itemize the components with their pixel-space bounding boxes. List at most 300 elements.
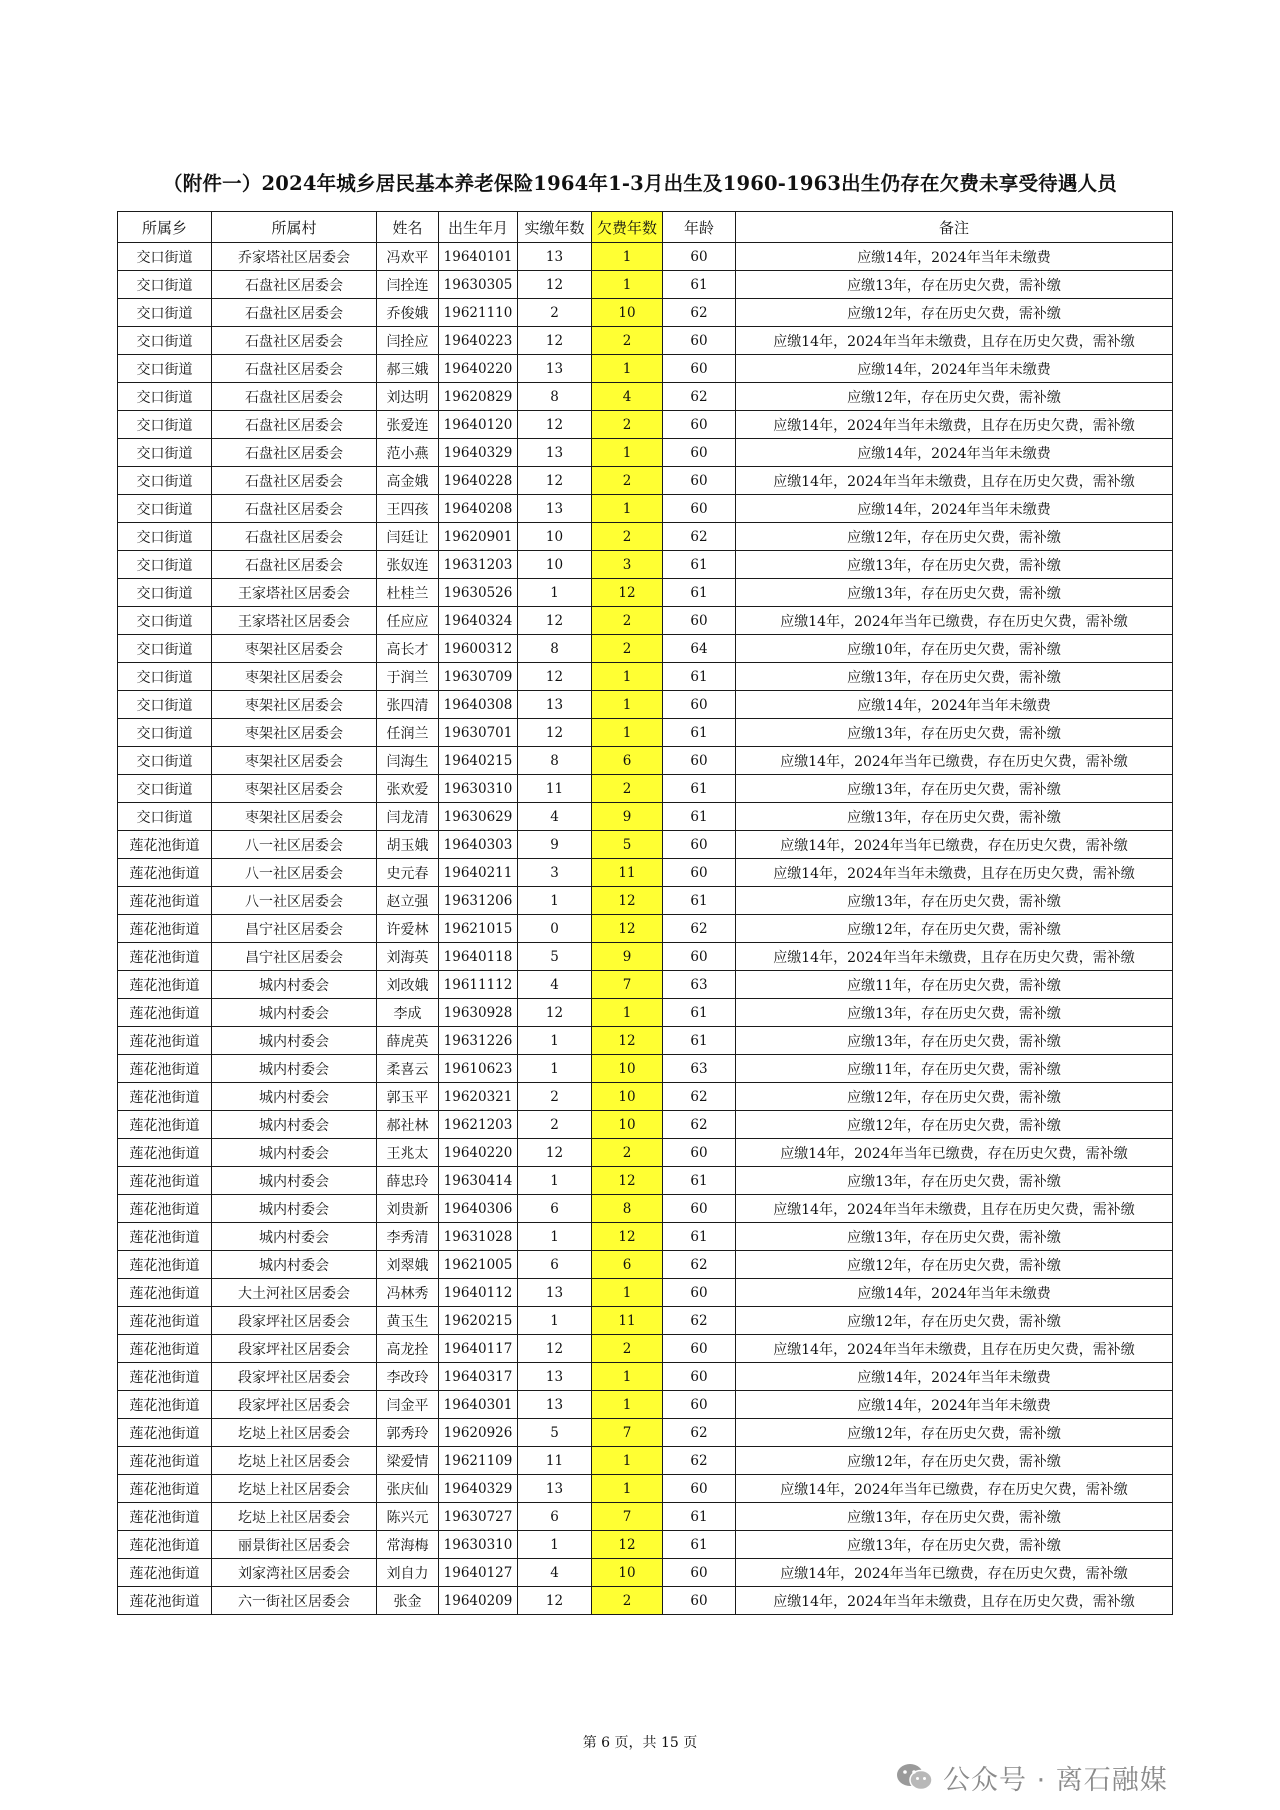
cell-township: 交口街道 <box>118 747 212 775</box>
table-row <box>118 243 1173 271</box>
cell-remarks: 应缴14年，2024年当年未缴费 <box>736 1363 1173 1391</box>
cell-remarks: 应缴14年，2024年当年未缴费 <box>736 1391 1173 1419</box>
data-table <box>117 211 1173 1615</box>
cell-remarks: 应缴14年，2024年当年已缴费，存在历史欠费，需补缴 <box>736 831 1173 859</box>
cell-village: 段家坪社区居委会 <box>212 1307 377 1335</box>
cell-birth-date: 19640324 <box>439 607 518 635</box>
cell-years-owed: 4 <box>592 383 663 411</box>
cell-years-owed: 1 <box>592 439 663 467</box>
cell-birth-date: 19620926 <box>439 1419 518 1447</box>
cell-age: 60 <box>663 243 736 271</box>
cell-years-owed: 1 <box>592 999 663 1027</box>
cell-remarks: 应缴14年，2024年当年已缴费，存在历史欠费，需补缴 <box>736 1475 1173 1503</box>
page-title: （附件一）2024年城乡居民基本养老保险1964年1-3月出生及1960-1963出生仍存在欠费未享受待遇人员 <box>163 172 1117 195</box>
cell-name: 刘改娥 <box>377 971 439 999</box>
table-row <box>118 719 1173 747</box>
cell-birth-date: 19631206 <box>439 887 518 915</box>
cell-township: 莲花池街道 <box>118 1279 212 1307</box>
cell-village: 城内村委会 <box>212 1027 377 1055</box>
cell-township: 莲花池街道 <box>118 943 212 971</box>
cell-remarks: 应缴11年，存在历史欠费，需补缴 <box>736 971 1173 999</box>
cell-birth-date: 19640215 <box>439 747 518 775</box>
cell-years-paid: 13 <box>518 691 592 719</box>
cell-name: 黄玉生 <box>377 1307 439 1335</box>
cell-years-paid: 12 <box>518 1139 592 1167</box>
cell-birth-date: 19640303 <box>439 831 518 859</box>
table-row <box>118 439 1173 467</box>
cell-years-owed: 5 <box>592 831 663 859</box>
cell-village: 八一社区居委会 <box>212 887 377 915</box>
cell-name: 张庆仙 <box>377 1475 439 1503</box>
cell-age: 60 <box>663 1559 736 1587</box>
table-body <box>118 243 1173 1615</box>
cell-birth-date: 19631203 <box>439 551 518 579</box>
cell-name: 刘贵新 <box>377 1195 439 1223</box>
cell-township: 莲花池街道 <box>118 1251 212 1279</box>
cell-remarks: 应缴13年，存在历史欠费，需补缴 <box>736 1503 1173 1531</box>
table-row <box>118 831 1173 859</box>
cell-remarks: 应缴12年，存在历史欠费，需补缴 <box>736 299 1173 327</box>
cell-village: 城内村委会 <box>212 1139 377 1167</box>
cell-years-paid: 4 <box>518 1559 592 1587</box>
cell-village: 石盘社区居委会 <box>212 355 377 383</box>
table-row <box>118 1475 1173 1503</box>
cell-age: 60 <box>663 1139 736 1167</box>
cell-village: 城内村委会 <box>212 1195 377 1223</box>
cell-birth-date: 19630310 <box>439 1531 518 1559</box>
table-header-row <box>118 212 1173 243</box>
cell-township: 莲花池街道 <box>118 1027 212 1055</box>
cell-remarks: 应缴13年，存在历史欠费，需补缴 <box>736 579 1173 607</box>
cell-township: 交口街道 <box>118 243 212 271</box>
cell-birth-date: 19640112 <box>439 1279 518 1307</box>
cell-years-owed: 12 <box>592 1167 663 1195</box>
cell-remarks: 应缴12年，存在历史欠费，需补缴 <box>736 1251 1173 1279</box>
cell-township: 交口街道 <box>118 327 212 355</box>
table-row <box>118 1335 1173 1363</box>
cell-township: 莲花池街道 <box>118 1083 212 1111</box>
cell-township: 莲花池街道 <box>118 1419 212 1447</box>
cell-township: 交口街道 <box>118 299 212 327</box>
cell-township: 莲花池街道 <box>118 971 212 999</box>
table-row <box>118 999 1173 1027</box>
cell-years-owed: 7 <box>592 971 663 999</box>
cell-township: 莲花池街道 <box>118 1559 212 1587</box>
cell-years-paid: 11 <box>518 1447 592 1475</box>
cell-village: 石盘社区居委会 <box>212 467 377 495</box>
cell-age: 61 <box>663 1223 736 1251</box>
page-footer: 第 6 页，共 15 页 <box>582 1735 698 1751</box>
cell-village: 石盘社区居委会 <box>212 299 377 327</box>
cell-remarks: 应缴14年，2024年当年未缴费，且存在历史欠费，需补缴 <box>736 327 1173 355</box>
cell-township: 交口街道 <box>118 803 212 831</box>
cell-name: 高龙拴 <box>377 1335 439 1363</box>
cell-age: 62 <box>663 1251 736 1279</box>
cell-birth-date: 19630526 <box>439 579 518 607</box>
cell-remarks: 应缴13年，存在历史欠费，需补缴 <box>736 1223 1173 1251</box>
table-row <box>118 859 1173 887</box>
table-row <box>118 467 1173 495</box>
cell-name: 郝社林 <box>377 1111 439 1139</box>
cell-years-paid: 12 <box>518 411 592 439</box>
cell-remarks: 应缴14年，2024年当年已缴费，存在历史欠费，需补缴 <box>736 1559 1173 1587</box>
header-name: 姓名 <box>377 212 439 243</box>
table-row <box>118 579 1173 607</box>
cell-township: 交口街道 <box>118 523 212 551</box>
cell-remarks: 应缴13年，存在历史欠费，需补缴 <box>736 271 1173 299</box>
cell-birth-date: 19630727 <box>439 1503 518 1531</box>
table-row <box>118 691 1173 719</box>
cell-village: 石盘社区居委会 <box>212 327 377 355</box>
cell-years-owed: 1 <box>592 1279 663 1307</box>
cell-name: 闫廷让 <box>377 523 439 551</box>
cell-remarks: 应缴14年，2024年当年未缴费，且存在历史欠费，需补缴 <box>736 467 1173 495</box>
cell-village: 城内村委会 <box>212 1167 377 1195</box>
cell-years-paid: 13 <box>518 243 592 271</box>
cell-name: 李秀清 <box>377 1223 439 1251</box>
cell-years-owed: 11 <box>592 1307 663 1335</box>
table-row <box>118 747 1173 775</box>
cell-township: 交口街道 <box>118 691 212 719</box>
cell-years-owed: 2 <box>592 467 663 495</box>
cell-age: 60 <box>663 355 736 383</box>
cell-years-paid: 11 <box>518 775 592 803</box>
cell-years-owed: 11 <box>592 859 663 887</box>
cell-remarks: 应缴12年，存在历史欠费，需补缴 <box>736 1419 1173 1447</box>
cell-years-paid: 12 <box>518 467 592 495</box>
cell-township: 莲花池街道 <box>118 1167 212 1195</box>
cell-name: 高金娥 <box>377 467 439 495</box>
cell-age: 61 <box>663 663 736 691</box>
cell-birth-date: 19620215 <box>439 1307 518 1335</box>
cell-remarks: 应缴14年，2024年当年未缴费 <box>736 243 1173 271</box>
table-row <box>118 971 1173 999</box>
cell-birth-date: 19631028 <box>439 1223 518 1251</box>
cell-years-paid: 4 <box>518 803 592 831</box>
cell-years-owed: 12 <box>592 579 663 607</box>
cell-township: 交口街道 <box>118 439 212 467</box>
cell-remarks: 应缴14年，2024年当年未缴费 <box>736 495 1173 523</box>
wechat-icon <box>895 1762 935 1792</box>
cell-township: 交口街道 <box>118 579 212 607</box>
cell-years-paid: 13 <box>518 439 592 467</box>
cell-birth-date: 19640118 <box>439 943 518 971</box>
table-row <box>118 1251 1173 1279</box>
cell-years-owed: 2 <box>592 1139 663 1167</box>
cell-years-paid: 10 <box>518 551 592 579</box>
cell-name: 任润兰 <box>377 719 439 747</box>
cell-village: 石盘社区居委会 <box>212 383 377 411</box>
table-row <box>118 383 1173 411</box>
cell-years-owed: 1 <box>592 1475 663 1503</box>
cell-birth-date: 19621015 <box>439 915 518 943</box>
table-row <box>118 1587 1173 1615</box>
watermark-text: 公众号 · 离石融媒 <box>943 1764 1168 1796</box>
cell-years-paid: 12 <box>518 663 592 691</box>
cell-village: 石盘社区居委会 <box>212 411 377 439</box>
cell-remarks: 应缴13年，存在历史欠费，需补缴 <box>736 719 1173 747</box>
cell-village: 枣架社区居委会 <box>212 775 377 803</box>
cell-remarks: 应缴14年，2024年当年未缴费，且存在历史欠费，需补缴 <box>736 1335 1173 1363</box>
cell-birth-date: 19640223 <box>439 327 518 355</box>
cell-birth-date: 19631226 <box>439 1027 518 1055</box>
cell-village: 石盘社区居委会 <box>212 523 377 551</box>
cell-village: 段家坪社区居委会 <box>212 1335 377 1363</box>
cell-birth-date: 19621203 <box>439 1111 518 1139</box>
cell-township: 交口街道 <box>118 719 212 747</box>
table-row <box>118 1363 1173 1391</box>
cell-years-paid: 1 <box>518 1531 592 1559</box>
table-row <box>118 1083 1173 1111</box>
cell-township: 莲花池街道 <box>118 999 212 1027</box>
cell-remarks: 应缴12年，存在历史欠费，需补缴 <box>736 383 1173 411</box>
cell-name: 王兆太 <box>377 1139 439 1167</box>
cell-birth-date: 19630629 <box>439 803 518 831</box>
cell-remarks: 应缴14年，2024年当年已缴费，存在历史欠费，需补缴 <box>736 1139 1173 1167</box>
cell-village: 段家坪社区居委会 <box>212 1391 377 1419</box>
cell-years-owed: 12 <box>592 1223 663 1251</box>
cell-years-owed: 10 <box>592 299 663 327</box>
cell-years-owed: 12 <box>592 915 663 943</box>
cell-township: 莲花池街道 <box>118 1195 212 1223</box>
cell-township: 莲花池街道 <box>118 831 212 859</box>
cell-years-paid: 2 <box>518 299 592 327</box>
cell-age: 61 <box>663 803 736 831</box>
cell-birth-date: 19640208 <box>439 495 518 523</box>
cell-village: 刘家湾社区居委会 <box>212 1559 377 1587</box>
table-row <box>118 523 1173 551</box>
cell-township: 莲花池街道 <box>118 859 212 887</box>
cell-age: 63 <box>663 971 736 999</box>
cell-birth-date: 19621109 <box>439 1447 518 1475</box>
cell-village: 枣架社区居委会 <box>212 803 377 831</box>
cell-township: 交口街道 <box>118 775 212 803</box>
cell-age: 61 <box>663 551 736 579</box>
cell-township: 交口街道 <box>118 383 212 411</box>
cell-township: 交口街道 <box>118 271 212 299</box>
cell-years-paid: 5 <box>518 943 592 971</box>
table-row <box>118 1111 1173 1139</box>
cell-remarks: 应缴14年，2024年当年未缴费，且存在历史欠费，需补缴 <box>736 1587 1173 1615</box>
cell-remarks: 应缴13年，存在历史欠费，需补缴 <box>736 999 1173 1027</box>
cell-birth-date: 19640228 <box>439 467 518 495</box>
watermark <box>895 1755 1168 1799</box>
cell-name: 高长才 <box>377 635 439 663</box>
cell-remarks: 应缴13年，存在历史欠费，需补缴 <box>736 1531 1173 1559</box>
cell-remarks: 应缴13年，存在历史欠费，需补缴 <box>736 1167 1173 1195</box>
cell-village: 枣架社区居委会 <box>212 635 377 663</box>
cell-name: 闫海生 <box>377 747 439 775</box>
cell-years-owed: 2 <box>592 523 663 551</box>
cell-birth-date: 19640317 <box>439 1363 518 1391</box>
cell-years-paid: 1 <box>518 1167 592 1195</box>
cell-years-paid: 8 <box>518 383 592 411</box>
table-row <box>118 1447 1173 1475</box>
cell-birth-date: 19640209 <box>439 1587 518 1615</box>
cell-birth-date: 19630305 <box>439 271 518 299</box>
cell-years-paid: 4 <box>518 971 592 999</box>
cell-years-paid: 0 <box>518 915 592 943</box>
cell-village: 王家塔社区居委会 <box>212 579 377 607</box>
cell-village: 城内村委会 <box>212 999 377 1027</box>
cell-age: 62 <box>663 1419 736 1447</box>
cell-years-paid: 1 <box>518 1027 592 1055</box>
cell-years-owed: 9 <box>592 803 663 831</box>
cell-name: 冯欢平 <box>377 243 439 271</box>
cell-years-owed: 1 <box>592 1447 663 1475</box>
cell-years-owed: 2 <box>592 635 663 663</box>
header-years-owed: 欠费年数 <box>592 212 663 243</box>
cell-years-owed: 1 <box>592 243 663 271</box>
cell-years-paid: 8 <box>518 747 592 775</box>
cell-name: 刘海英 <box>377 943 439 971</box>
table-row <box>118 1279 1173 1307</box>
cell-years-paid: 12 <box>518 999 592 1027</box>
cell-remarks: 应缴14年，2024年当年未缴费 <box>736 439 1173 467</box>
cell-age: 60 <box>663 327 736 355</box>
cell-birth-date: 19630709 <box>439 663 518 691</box>
cell-remarks: 应缴13年，存在历史欠费，需补缴 <box>736 663 1173 691</box>
cell-age: 61 <box>663 775 736 803</box>
table-row <box>118 1391 1173 1419</box>
cell-years-paid: 2 <box>518 1111 592 1139</box>
cell-name: 闫龙清 <box>377 803 439 831</box>
cell-age: 60 <box>663 1279 736 1307</box>
table-row <box>118 1055 1173 1083</box>
cell-years-paid: 13 <box>518 1475 592 1503</box>
table-row <box>118 355 1173 383</box>
cell-years-paid: 3 <box>518 859 592 887</box>
table-row <box>118 1559 1173 1587</box>
cell-birth-date: 19640220 <box>439 355 518 383</box>
cell-years-owed: 10 <box>592 1559 663 1587</box>
cell-years-paid: 12 <box>518 607 592 635</box>
table-row <box>118 551 1173 579</box>
table-row <box>118 1531 1173 1559</box>
table-row <box>118 299 1173 327</box>
cell-township: 交口街道 <box>118 635 212 663</box>
cell-years-owed: 2 <box>592 607 663 635</box>
cell-birth-date: 19630414 <box>439 1167 518 1195</box>
cell-remarks: 应缴10年，存在历史欠费，需补缴 <box>736 635 1173 663</box>
cell-years-paid: 12 <box>518 327 592 355</box>
cell-remarks: 应缴14年，2024年当年已缴费，存在历史欠费，需补缴 <box>736 747 1173 775</box>
cell-age: 60 <box>663 1475 736 1503</box>
cell-name: 郭秀玲 <box>377 1419 439 1447</box>
cell-years-paid: 1 <box>518 1055 592 1083</box>
cell-birth-date: 19621005 <box>439 1251 518 1279</box>
cell-name: 闫拴应 <box>377 327 439 355</box>
cell-name: 闫拴连 <box>377 271 439 299</box>
cell-years-paid: 10 <box>518 523 592 551</box>
cell-remarks: 应缴13年，存在历史欠费，需补缴 <box>736 1027 1173 1055</box>
cell-name: 张奴连 <box>377 551 439 579</box>
cell-remarks: 应缴12年，存在历史欠费，需补缴 <box>736 523 1173 551</box>
cell-village: 城内村委会 <box>212 1251 377 1279</box>
cell-years-owed: 6 <box>592 1251 663 1279</box>
cell-birth-date: 19640101 <box>439 243 518 271</box>
table-row <box>118 887 1173 915</box>
cell-age: 61 <box>663 719 736 747</box>
cell-name: 常海梅 <box>377 1531 439 1559</box>
cell-name: 闫金平 <box>377 1391 439 1419</box>
cell-age: 61 <box>663 1503 736 1531</box>
cell-years-owed: 2 <box>592 327 663 355</box>
cell-age: 61 <box>663 999 736 1027</box>
cell-years-owed: 12 <box>592 887 663 915</box>
cell-township: 交口街道 <box>118 495 212 523</box>
cell-birth-date: 19620901 <box>439 523 518 551</box>
cell-years-paid: 1 <box>518 1307 592 1335</box>
cell-village: 王家塔社区居委会 <box>212 607 377 635</box>
cell-remarks: 应缴11年，存在历史欠费，需补缴 <box>736 1055 1173 1083</box>
cell-village: 城内村委会 <box>212 1083 377 1111</box>
cell-township: 莲花池街道 <box>118 1055 212 1083</box>
cell-years-paid: 8 <box>518 635 592 663</box>
cell-village: 六一街社区居委会 <box>212 1587 377 1615</box>
cell-name: 杜桂兰 <box>377 579 439 607</box>
cell-years-paid: 1 <box>518 1223 592 1251</box>
cell-years-paid: 12 <box>518 1335 592 1363</box>
cell-years-owed: 2 <box>592 775 663 803</box>
cell-age: 60 <box>663 1335 736 1363</box>
cell-name: 李成 <box>377 999 439 1027</box>
cell-name: 胡玉娥 <box>377 831 439 859</box>
cell-years-paid: 13 <box>518 1279 592 1307</box>
cell-years-owed: 1 <box>592 1391 663 1419</box>
cell-years-owed: 12 <box>592 1531 663 1559</box>
cell-remarks: 应缴12年，存在历史欠费，需补缴 <box>736 1307 1173 1335</box>
cell-birth-date: 19640117 <box>439 1335 518 1363</box>
header-village: 所属村 <box>212 212 377 243</box>
table-row <box>118 1139 1173 1167</box>
cell-remarks: 应缴13年，存在历史欠费，需补缴 <box>736 887 1173 915</box>
cell-name: 冯林秀 <box>377 1279 439 1307</box>
cell-remarks: 应缴13年，存在历史欠费，需补缴 <box>736 803 1173 831</box>
cell-village: 八一社区居委会 <box>212 831 377 859</box>
cell-birth-date: 19620829 <box>439 383 518 411</box>
table-row <box>118 495 1173 523</box>
cell-age: 62 <box>663 523 736 551</box>
cell-birth-date: 19611112 <box>439 971 518 999</box>
cell-township: 交口街道 <box>118 607 212 635</box>
cell-village: 城内村委会 <box>212 1111 377 1139</box>
cell-age: 60 <box>663 1195 736 1223</box>
cell-years-owed: 2 <box>592 1587 663 1615</box>
cell-remarks: 应缴14年，2024年当年未缴费，且存在历史欠费，需补缴 <box>736 411 1173 439</box>
cell-birth-date: 19630310 <box>439 775 518 803</box>
cell-township: 交口街道 <box>118 663 212 691</box>
cell-age: 61 <box>663 1027 736 1055</box>
cell-years-paid: 6 <box>518 1251 592 1279</box>
cell-birth-date: 19600312 <box>439 635 518 663</box>
cell-age: 62 <box>663 915 736 943</box>
cell-name: 乔俊娥 <box>377 299 439 327</box>
cell-birth-date: 19640329 <box>439 1475 518 1503</box>
cell-township: 莲花池街道 <box>118 1363 212 1391</box>
cell-age: 60 <box>663 1363 736 1391</box>
cell-township: 莲花池街道 <box>118 1503 212 1531</box>
cell-years-owed: 1 <box>592 355 663 383</box>
cell-age: 60 <box>663 1391 736 1419</box>
cell-years-paid: 9 <box>518 831 592 859</box>
cell-village: 丽景街社区居委会 <box>212 1531 377 1559</box>
header-years-paid: 实缴年数 <box>518 212 592 243</box>
cell-remarks: 应缴13年，存在历史欠费，需补缴 <box>736 775 1173 803</box>
cell-age: 60 <box>663 747 736 775</box>
cell-village: 圪垯上社区居委会 <box>212 1503 377 1531</box>
cell-years-owed: 2 <box>592 411 663 439</box>
